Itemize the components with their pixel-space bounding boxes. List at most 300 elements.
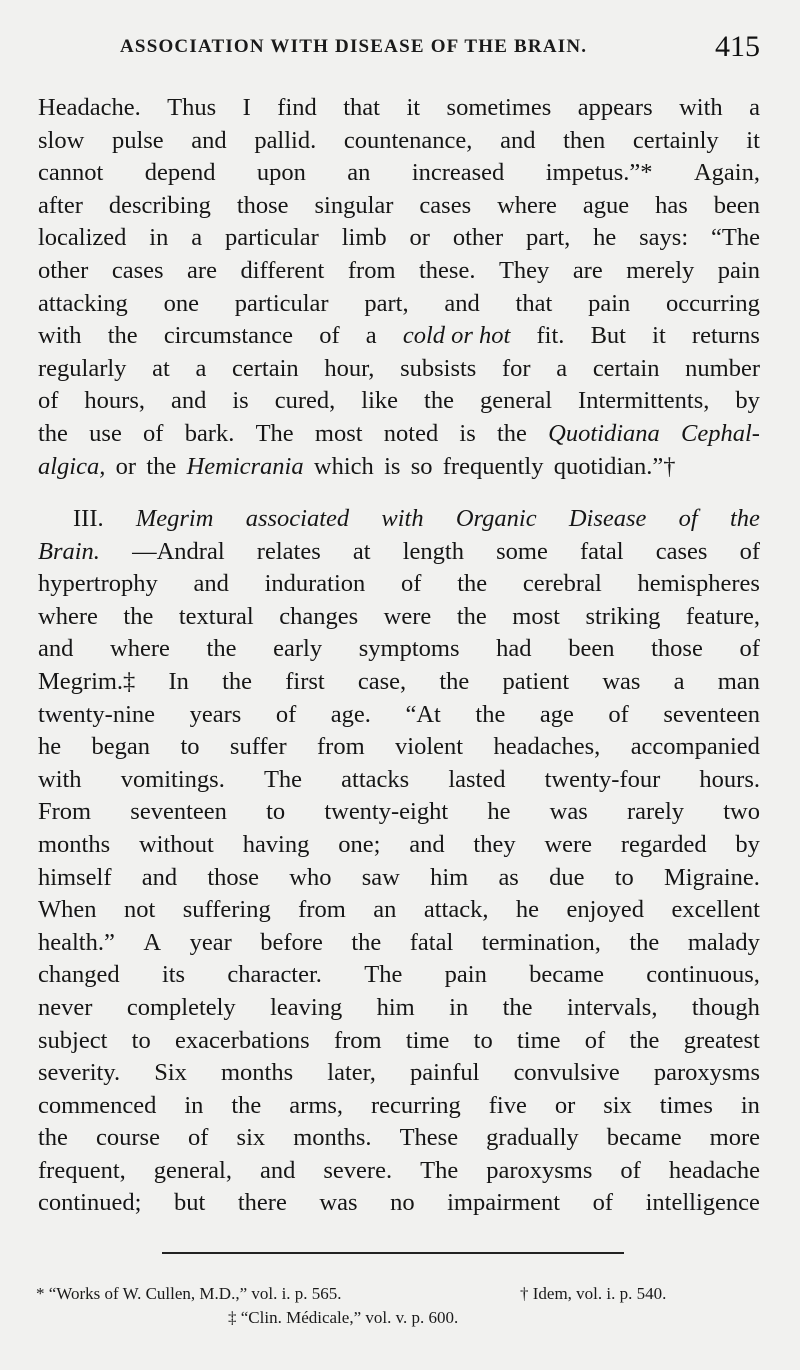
word: of	[38, 387, 59, 415]
word: was	[602, 667, 641, 695]
word: him	[376, 993, 415, 1021]
word: and	[141, 863, 178, 891]
word: fatal	[409, 928, 454, 956]
word: the	[439, 667, 470, 695]
word: sometimes	[446, 94, 552, 121]
word: been	[568, 635, 615, 663]
word: in	[449, 993, 469, 1021]
word: became	[606, 1124, 682, 1152]
word: quotidian.”†	[553, 452, 676, 480]
word: Headache.	[38, 94, 141, 121]
word: Hemicrania	[186, 452, 304, 480]
word: algica,	[38, 452, 106, 480]
word: Six	[154, 1059, 187, 1087]
word: textural	[178, 602, 254, 630]
word: character.	[227, 961, 322, 989]
word: of	[678, 505, 698, 532]
word: of	[401, 570, 422, 598]
word: age.	[330, 700, 371, 728]
word: particular	[234, 289, 329, 317]
word: convulsive	[513, 1059, 620, 1087]
word: Megrim.‡	[38, 667, 136, 695]
word: induration	[264, 570, 366, 598]
word: certainly	[632, 126, 719, 154]
word: attack,	[423, 896, 489, 924]
word: paroxysms	[486, 1156, 593, 1184]
text-line	[38, 288, 760, 321]
text-line	[38, 353, 760, 386]
word: frequently	[442, 452, 544, 480]
word: the	[222, 667, 253, 695]
word: was	[549, 798, 588, 826]
word: then	[563, 126, 606, 154]
word: pain	[717, 256, 760, 284]
text-line	[38, 666, 760, 699]
word: never	[38, 993, 93, 1021]
text-line	[38, 503, 760, 536]
word: the	[496, 419, 527, 447]
word: times	[659, 1091, 713, 1119]
word: arms,	[289, 1091, 344, 1119]
word: bark.	[184, 419, 235, 447]
word: certain	[592, 354, 660, 382]
word: and	[191, 126, 227, 154]
word: termination,	[481, 928, 601, 956]
paragraph-1	[38, 92, 760, 483]
word: intelligence	[645, 1189, 760, 1217]
word: the	[107, 322, 138, 350]
word: greatest	[683, 1026, 760, 1054]
text-line	[38, 157, 760, 190]
text-line	[38, 764, 760, 797]
word: lasted	[448, 765, 506, 793]
word: the	[424, 387, 454, 415]
word: hour,	[324, 354, 375, 382]
word: depend	[144, 159, 216, 187]
word: symptoms	[358, 635, 460, 663]
text-line	[38, 451, 760, 484]
word: to	[266, 798, 286, 826]
word: five	[488, 1091, 527, 1119]
word: continuous,	[646, 961, 760, 989]
word: man	[717, 667, 760, 695]
word: those	[236, 191, 289, 219]
word: The	[255, 419, 294, 447]
word: twenty-nine	[38, 700, 156, 728]
word: an	[373, 896, 397, 924]
word: a	[195, 354, 207, 382]
word: age	[539, 700, 574, 728]
text-line	[38, 731, 760, 764]
word: certain	[232, 354, 299, 382]
word: or	[554, 1091, 576, 1119]
word: for	[502, 354, 531, 382]
word: occurring	[666, 289, 760, 317]
word: and	[444, 289, 480, 317]
word: him	[430, 863, 469, 891]
word: says:	[639, 224, 689, 252]
word: the	[38, 1124, 68, 1152]
word: months.	[293, 1124, 372, 1152]
word: In	[168, 667, 189, 695]
word: Migraine.	[664, 863, 760, 891]
word: by	[735, 387, 760, 415]
word: attacking	[38, 289, 128, 317]
word: the	[231, 1091, 262, 1119]
word: returns	[691, 322, 760, 350]
text-line	[38, 959, 760, 992]
word: cases	[111, 256, 164, 284]
text-line	[38, 796, 760, 829]
word: A	[143, 928, 162, 956]
word: attacks	[341, 765, 410, 793]
word: is	[459, 419, 476, 447]
word: and	[38, 635, 74, 663]
word: is	[232, 387, 249, 415]
footnote-rule	[162, 1252, 624, 1254]
word: part,	[526, 224, 571, 252]
word: cold or hot	[402, 322, 511, 350]
text-line	[38, 320, 760, 353]
word: gradually	[486, 1124, 579, 1152]
word: Organic	[455, 505, 537, 532]
word: suffer	[229, 733, 287, 761]
word: appears	[577, 94, 653, 121]
word: malady	[687, 928, 760, 956]
word: those	[651, 635, 703, 663]
text-line	[38, 1025, 760, 1058]
word: Brain.	[38, 537, 100, 565]
word: where	[110, 635, 170, 663]
word: the	[629, 928, 660, 956]
word: painful	[410, 1059, 480, 1087]
word: accompanied	[630, 733, 760, 761]
word: The	[263, 765, 303, 793]
word: general	[479, 387, 553, 415]
text-line	[38, 894, 760, 927]
word: after	[38, 191, 83, 219]
word: are	[572, 256, 603, 284]
word: headaches,	[493, 733, 601, 761]
word: due	[549, 863, 585, 891]
word: six	[603, 1091, 632, 1119]
word: and	[409, 830, 445, 858]
word: some	[496, 537, 548, 565]
text-line	[38, 190, 760, 223]
word: hypertrophy	[38, 570, 158, 598]
word: noted	[383, 419, 439, 447]
text-line	[38, 568, 760, 601]
word: regularly	[38, 354, 127, 382]
word: as	[498, 863, 519, 891]
word: a	[556, 354, 568, 382]
footnote-idem: † Idem, vol. i. p. 540.	[520, 1284, 667, 1303]
word: upon	[256, 159, 306, 187]
word: severity.	[38, 1059, 121, 1087]
word: from	[317, 733, 365, 761]
word: who	[289, 863, 332, 891]
text-line	[38, 1187, 760, 1220]
word: use	[89, 419, 122, 447]
word: of	[188, 1124, 209, 1152]
word: of	[620, 1156, 641, 1184]
word: pain	[444, 961, 487, 989]
word: the	[729, 505, 760, 532]
word: a	[749, 94, 760, 121]
word: years	[189, 700, 242, 728]
word: like	[361, 387, 399, 415]
word: relates	[256, 537, 321, 565]
word: a	[191, 224, 203, 252]
word: it	[652, 322, 666, 350]
word: cases	[419, 191, 472, 219]
word: months	[221, 1059, 294, 1087]
word: later,	[327, 1059, 376, 1087]
word: cerebral	[522, 570, 602, 598]
word: is	[384, 452, 401, 480]
word: or	[115, 452, 137, 480]
word: limb	[341, 224, 387, 252]
text-line	[38, 829, 760, 862]
word: singular	[314, 191, 394, 219]
word: with	[679, 94, 723, 121]
text-line	[38, 1090, 760, 1123]
word: saw	[361, 863, 400, 891]
word: Megrim	[135, 505, 214, 532]
word: pulse	[111, 126, 164, 154]
word: two	[723, 798, 760, 826]
word: hours,	[84, 387, 145, 415]
word: having	[242, 830, 310, 858]
word: to	[131, 1026, 151, 1054]
word: cannot	[38, 159, 104, 187]
word: to	[614, 863, 634, 891]
text-line	[38, 255, 760, 288]
word: to	[473, 1026, 493, 1054]
word: and	[193, 570, 229, 598]
text-line	[38, 222, 760, 255]
word: —Andral	[132, 537, 225, 565]
word: with	[38, 322, 82, 350]
word: had	[496, 635, 532, 663]
word: he	[593, 224, 617, 252]
word: frequent,	[38, 1156, 126, 1184]
word: one;	[338, 830, 381, 858]
word: impairment	[447, 1189, 561, 1217]
word: of	[739, 635, 760, 663]
running-head-title: ASSOCIATION WITH DISEASE OF THE BRAIN.	[120, 36, 588, 57]
word: paroxysms	[653, 1059, 760, 1087]
footnote-clin-medicale: ‡ “Clin. Médicale,” vol. v. p. 600.	[228, 1308, 459, 1327]
word: year	[189, 928, 232, 956]
word: that	[343, 94, 380, 121]
word: a	[365, 322, 377, 350]
word: Quotidiana	[548, 419, 660, 447]
word: patient	[502, 667, 570, 695]
word: health.”	[38, 928, 115, 956]
word: severe.	[323, 1156, 393, 1184]
text-line	[38, 633, 760, 666]
word: increased	[411, 159, 505, 187]
word: there	[237, 1189, 287, 1217]
word: no	[390, 1189, 415, 1217]
word: or	[409, 224, 430, 252]
word: has	[655, 191, 688, 219]
word: length	[402, 537, 464, 565]
word: feature,	[685, 602, 760, 630]
word: Thus	[167, 94, 217, 121]
word: the	[206, 635, 237, 663]
word: hours.	[699, 765, 760, 793]
word: pain	[588, 289, 631, 317]
word: that	[515, 289, 553, 317]
text-line	[38, 992, 760, 1025]
word: the	[475, 700, 506, 728]
word: intervals,	[566, 993, 658, 1021]
word: of	[592, 1189, 614, 1217]
word: one	[163, 289, 199, 317]
text-line	[38, 1122, 760, 1155]
word: the	[123, 602, 154, 630]
word: the	[502, 993, 533, 1021]
word: with	[38, 765, 82, 793]
text-line	[38, 1155, 760, 1188]
word: though	[691, 993, 760, 1021]
word: were	[544, 830, 593, 858]
word: with	[381, 505, 424, 532]
word: merely	[626, 256, 695, 284]
word: first	[285, 667, 325, 695]
word: himself	[38, 863, 112, 891]
text-line	[38, 125, 760, 158]
word: changes	[279, 602, 359, 630]
word: the	[351, 928, 382, 956]
word: those	[207, 863, 260, 891]
word: commenced	[38, 1091, 157, 1119]
word: time	[516, 1026, 561, 1054]
word: an	[347, 159, 371, 187]
word: localized	[38, 224, 127, 252]
word: subsists	[400, 354, 477, 382]
word: are	[187, 256, 217, 284]
text-line	[38, 862, 760, 895]
word: pallid.	[254, 126, 317, 154]
word: particular	[224, 224, 319, 252]
word: without	[138, 830, 214, 858]
word: “The	[711, 224, 760, 252]
word: suffering	[182, 896, 271, 924]
word: regarded	[620, 830, 707, 858]
word: describing	[108, 191, 211, 219]
word: and	[260, 1156, 296, 1184]
word: countenance,	[343, 126, 473, 154]
word: general,	[153, 1156, 232, 1184]
word: twenty-eight	[324, 798, 449, 826]
word: The	[364, 961, 403, 989]
word: in	[740, 1091, 760, 1119]
word: of	[319, 322, 340, 350]
word: but	[173, 1189, 206, 1217]
word: by	[735, 830, 760, 858]
paragraph-2	[38, 503, 760, 1220]
word: he	[38, 733, 62, 761]
word: cases	[655, 537, 708, 565]
word: subject	[38, 1026, 108, 1054]
word: at	[352, 537, 371, 565]
word: in	[149, 224, 169, 252]
word: Intermittents,	[578, 387, 710, 415]
word: headache	[668, 1156, 760, 1184]
word: fit.	[536, 322, 565, 350]
word: number	[685, 354, 760, 382]
word: at	[152, 354, 170, 382]
word: where	[38, 602, 98, 630]
word: other	[38, 256, 89, 284]
word: most	[314, 419, 363, 447]
text-line	[38, 536, 760, 569]
word: been	[713, 191, 760, 219]
word: of	[739, 537, 760, 565]
word: different	[240, 256, 325, 284]
word: not	[123, 896, 156, 924]
word: from	[333, 1026, 382, 1054]
word: I	[242, 94, 251, 121]
text-line	[38, 1057, 760, 1090]
word: changed	[38, 961, 120, 989]
word: he	[487, 798, 511, 826]
word: hemispheres	[637, 570, 760, 598]
word: he	[515, 896, 540, 924]
word: where	[497, 191, 557, 219]
text-line	[38, 601, 760, 634]
word: months	[38, 830, 111, 858]
word: slow	[38, 126, 85, 154]
word: associated	[245, 505, 350, 532]
word: rarely	[626, 798, 685, 826]
word: The	[420, 1156, 459, 1184]
word: striking	[585, 602, 661, 630]
word: a	[673, 667, 685, 695]
word: impetus.”*	[545, 159, 653, 187]
word: Again,	[693, 159, 760, 187]
text-line	[38, 92, 760, 125]
word: were	[383, 602, 432, 630]
word: so	[410, 452, 433, 480]
word: find	[277, 94, 317, 121]
word: of	[143, 419, 164, 447]
word: from	[347, 256, 396, 284]
text-line	[38, 927, 760, 960]
word: of	[275, 700, 297, 728]
word: seventeen	[663, 700, 760, 728]
word: and	[171, 387, 207, 415]
word: leaving	[270, 993, 343, 1021]
word: They	[498, 256, 550, 284]
word: other	[452, 224, 504, 252]
word: III.	[73, 505, 104, 532]
text-line	[38, 385, 760, 418]
word: before	[260, 928, 323, 956]
word: cured,	[274, 387, 336, 415]
word: violent	[395, 733, 464, 761]
word: was	[319, 1189, 358, 1217]
word: When	[38, 896, 97, 924]
word: the	[629, 1026, 660, 1054]
word: they	[473, 830, 516, 858]
word: became	[529, 961, 604, 989]
word: completely	[126, 993, 236, 1021]
word: ague	[582, 191, 630, 219]
